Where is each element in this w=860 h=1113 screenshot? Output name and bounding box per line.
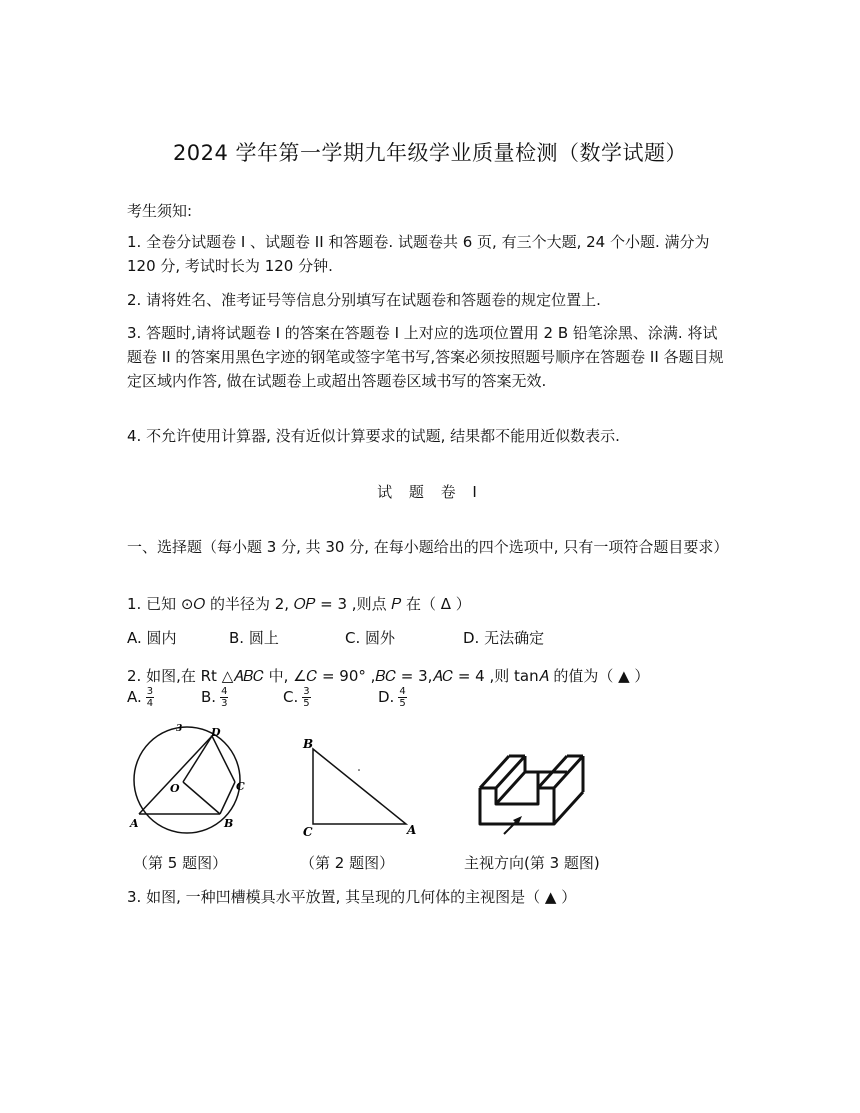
q2-option-b-fraction bbox=[220, 686, 228, 709]
q2-option-d-fraction bbox=[398, 686, 406, 709]
triangle-label-a: A bbox=[407, 823, 417, 837]
q2-option-c-num: 3 bbox=[303, 686, 310, 697]
q2-option-d-label: D. bbox=[378, 688, 395, 706]
q2-option-c bbox=[283, 686, 311, 709]
triangle-label-b: B bbox=[303, 737, 314, 751]
q1-option-a: A. 圆内 bbox=[127, 629, 177, 647]
circle-label-top: 3 bbox=[176, 724, 183, 734]
q2-stem: 2. 如图,在 Rt △𝐴𝐵𝐶 中, ∠𝐶 = 90° ,𝐵𝐶 = 3,𝐴𝐶 = 4 ,则 tan𝐴 的值为（ ▲ ） bbox=[127, 667, 650, 685]
circle-label-b: B bbox=[224, 817, 234, 830]
radius-ob bbox=[183, 782, 220, 814]
triangle-figure bbox=[298, 734, 423, 840]
q2-option-a-label: A. bbox=[127, 688, 142, 706]
q1-option-c: C. 圆外 bbox=[345, 629, 396, 647]
chord-dc bbox=[212, 736, 235, 782]
caption-fig2: （第 2 题图） bbox=[300, 854, 395, 872]
notice-item-3: 3. 答题时,请将试题卷 I 的答案在答题卷 I 上对应的选项位置用 2 B 铅笔涂黑、涂满. 将试题卷 II 的答案用黑色字迹的钢笔或签字笔书写,答案必须按照题号顺序在答题卷 II 各题目规定区域内作答, 做在试题卷上或超出答题卷区域书写的答案无效. bbox=[127, 324, 724, 390]
circle-label-c: C bbox=[236, 780, 245, 793]
circle-label-o: O bbox=[170, 782, 180, 795]
notice-item-2: 2. 请将姓名、准考证号等信息分别填写在试题卷和答题卷的规定位置上. bbox=[127, 291, 601, 309]
chord-ad bbox=[139, 736, 212, 814]
q2-option-a bbox=[127, 686, 154, 709]
section-title: 试 题 卷 I bbox=[377, 483, 483, 501]
q2-option-a-fraction bbox=[146, 686, 154, 709]
q2-option-b-label: B. bbox=[201, 688, 217, 706]
circle-label-d: D bbox=[211, 726, 221, 739]
q2-option-d-num: 4 bbox=[399, 686, 406, 697]
triangle-abc bbox=[313, 749, 406, 824]
q2-option-b-num: 4 bbox=[221, 686, 228, 697]
radius-od bbox=[183, 736, 212, 782]
q2-option-d-den: 5 bbox=[399, 698, 406, 709]
triangle-label-c: C bbox=[303, 825, 313, 839]
q3-stem: 3. 如图, 一种凹槽模具水平放置, 其呈现的几何体的主视图是（ ▲ ） bbox=[127, 888, 577, 906]
q2-option-b bbox=[201, 686, 228, 709]
caption-fig5: （第 5 题图） bbox=[133, 854, 228, 872]
caption-fig3: 主视方向(第 3 题图) bbox=[464, 854, 600, 872]
page-title: 2024 学年第一学期九年级学业质量检测（数学试题） bbox=[172, 141, 688, 165]
stray-dot bbox=[358, 769, 360, 771]
notice-heading: 考生须知: bbox=[127, 202, 193, 220]
q2-option-b-den: 3 bbox=[221, 698, 228, 709]
q2-option-c-label: C. bbox=[283, 688, 299, 706]
groove-solid-outline bbox=[480, 756, 583, 824]
chord-cb bbox=[220, 782, 235, 814]
circle-figure bbox=[124, 722, 254, 834]
q2-option-a-den: 4 bbox=[146, 698, 154, 709]
q2-option-d bbox=[378, 686, 407, 709]
part1-heading: 一、选择题（每小题 3 分, 共 30 分, 在每小题给出的四个选项中, 只有一项符合题目要求） bbox=[127, 538, 729, 556]
q2-option-c-fraction bbox=[302, 686, 310, 709]
groove-solid-figure bbox=[468, 740, 618, 840]
q1-option-d: D. 无法确定 bbox=[463, 629, 545, 647]
circle-label-a: A bbox=[130, 817, 139, 830]
notice-item-4: 4. 不允许使用计算器, 没有近似计算要求的试题, 结果都不能用近似数表示. bbox=[127, 427, 620, 445]
q2-option-a-num: 3 bbox=[146, 686, 154, 697]
q2-option-c-den: 5 bbox=[303, 698, 310, 709]
notice-item-1: 1. 全卷分试题卷 I 、试题卷 II 和答题卷. 试题卷共 6 页, 有三个大题, 24 个小题. 满分为 120 分, 考试时长为 120 分钟. bbox=[127, 233, 710, 275]
q1-stem: 1. 已知 ⊙𝑂 的半径为 2, 𝑂𝑃 = 3 ,则点 𝑃 在（ Δ ） bbox=[127, 595, 471, 613]
q1-option-b: B. 圆上 bbox=[229, 629, 279, 647]
